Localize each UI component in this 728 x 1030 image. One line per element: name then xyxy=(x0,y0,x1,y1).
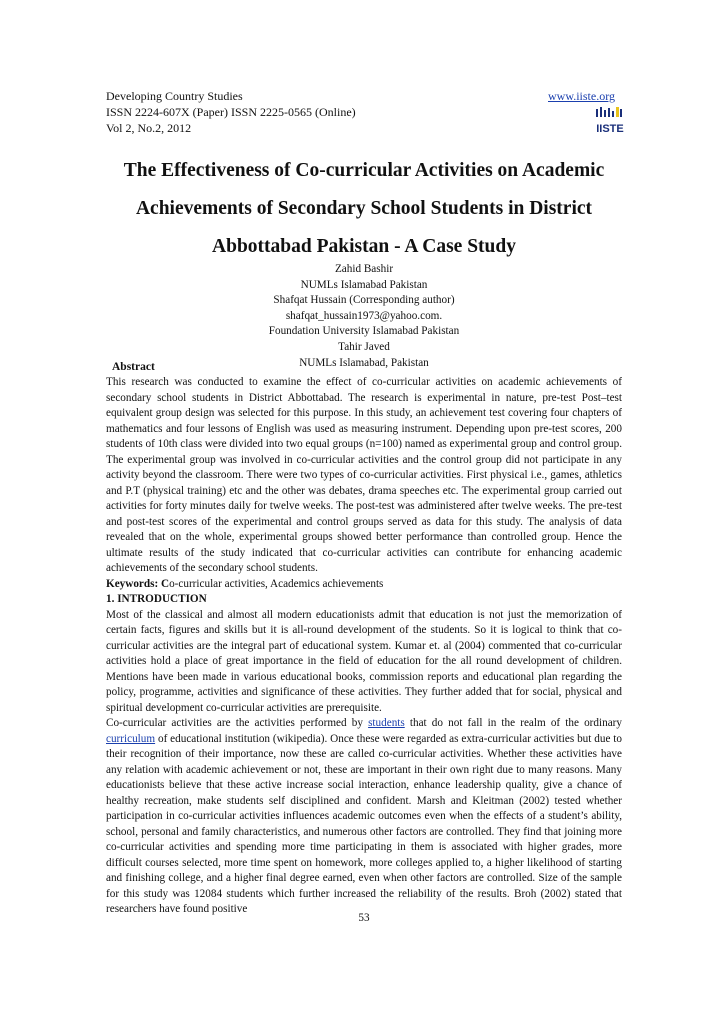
section-heading: 1. INTRODUCTION xyxy=(106,593,207,605)
author-name: Shafqat Hussain (Corresponding author) xyxy=(273,294,455,307)
author-block xyxy=(106,262,622,371)
para2-text-a: Co-curricular activities are the activities performed by xyxy=(106,717,369,729)
journal-url-link[interactable]: www.iiste.org xyxy=(548,89,615,103)
abstract-heading: Abstract xyxy=(112,361,155,373)
intro-paragraph-2 xyxy=(106,716,622,918)
author-name: Zahid Bashir xyxy=(334,263,394,275)
intro-paragraph-1: Most of the classical and almost all modern educationists admit that education is not just the memorization of certain facts, figures and skills but it is all-round development of the students. So it is logical to think that co-curricular activities are the integral part of educational system. Kumar et. al (2004) commented that co-curricular activities hold a place of great importance in the field of education for the all round development of children. Mentions have been made in various educational books, commission reports and educational plan regarding the policy, programme, activities and significance of these activities. They further added that for social, physical and spiritual development co-curricular activities are prerequisite. xyxy=(106,608,622,714)
author-email: shafqat_hussain1973@yahoo.com. xyxy=(285,309,443,322)
journal-volume: Vol 2, No.2, 2012 xyxy=(106,121,192,135)
body-text xyxy=(106,375,622,918)
author-affiliation: Foundation University Islamabad Pakistan xyxy=(268,325,460,338)
iiste-logo xyxy=(594,106,626,136)
journal-header xyxy=(106,88,356,136)
journal-issn: ISSN 2224-607X (Paper) ISSN 2225-0565 (Online) xyxy=(106,105,356,119)
abstract-text: This research was conducted to examine the effect of co-curricular activities on academic achievements of secondary school students in District Abbottabad. The research is experimental in nature, pre-test Post–test equivalent group design was selected for this purpose. In this study, an achievement test covering four chapters of mathematics and four lessons of English was used as measuring instrument. Depending upon pre-test scores, 200 students of 10th class were divided into two equal groups (n=100) named as experimental group and control group. The experimental group was involved in co-curricular activities and the control group did not participate in any activity beyond the classroom. There were two types of co-curricular activities. First physical i.e., games, athletics and P.T (physical training) etc and the other was debates, drama speeches etc. The experimental group carried out activities for forty minutes daily for twelve weeks. The post-test was administered after twelve weeks. The pre-test and post-test scores of the experimental and control groups served as data for this study. The analysis of data revealed that on the whole, experimental groups showed better performance than controlled group. Hence the ultimate results of the study indicated that co-curricular activities can contribute for enhancing academic achievements of the secondary school students. xyxy=(106,376,622,574)
title-line-2: Achievements of Secondary School Students in District xyxy=(135,198,593,219)
keywords-label: Keywords: C xyxy=(106,577,170,590)
author-affiliation: NUMLs Islamabad Pakistan xyxy=(300,278,428,291)
journal-name: Developing Country Studies xyxy=(106,89,243,103)
curriculum-link[interactable]: curriculum xyxy=(106,732,156,745)
para2-text-c: of educational institution (wikipedia). Once these were regarded as extra-curricular activities but due to their recognition of their importance, now these are called co-curricular activities. Whether these activities have any relation with academic achievement or not, these are important in their own right due to many reasons. Many educationists believe that these active increase social interaction, enhance leadership quality, give a chance of healthy recreation, make students self disciplined and confident. Marsh and Kleitman (2002) tested whether participation in co-curricular activities influences academic outcomes even when the effects of a student’s ability, school, personal and family characteristics, and numerous other factors are controlled. They find that joining more co-curricular activities and spending more time participating in them is associated with higher grades, more difficult courses selected, more time spent on homework, more colleges applied to, a higher likelihood of starting and finishing college, and a higher final degree earned, even when other factors are controlled. Size of the sample for this study was 12084 students which further increased the reliability of the results. Broh (2002) stated that researchers have found positive xyxy=(106,732,622,915)
para2-text-b: that do not fall in the realm of the ordinary xyxy=(404,717,622,729)
keywords-text: o-curricular activities, Academics achievements xyxy=(169,577,384,590)
keywords xyxy=(106,577,622,593)
title-line-1: The Effectiveness of Co-curricular Activities on Academic xyxy=(123,160,605,181)
paper-title xyxy=(106,158,622,272)
author-name: Tahir Javed xyxy=(338,340,390,353)
page-number: 53 xyxy=(358,912,370,924)
students-link[interactable]: students xyxy=(368,717,405,729)
title-line-3: Abbottabad Pakistan - A Case Study xyxy=(212,236,516,257)
logo-text: IISTE xyxy=(596,123,624,135)
author-affiliation: NUMLs Islamabad, Pakistan xyxy=(299,356,429,369)
